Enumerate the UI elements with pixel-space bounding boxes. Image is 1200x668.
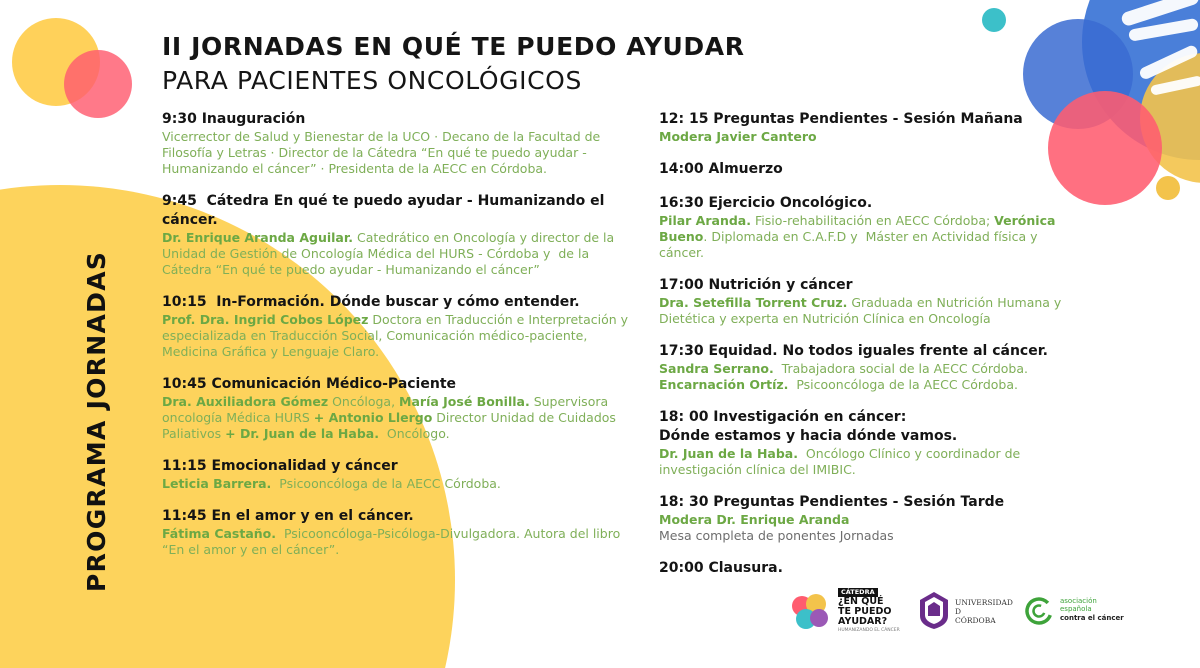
schedule-session <box>162 457 634 492</box>
speaker-name: Leticia Barrera. <box>162 476 272 491</box>
speaker-name: Dra. Setefilla Torrent Cruz. <box>659 295 848 310</box>
schedule-session <box>162 375 634 442</box>
session-time-title: 10:45 Comunicación Médico-Paciente <box>162 376 457 392</box>
catedra-line-3: AYUDAR? <box>838 616 888 627</box>
catedra-tag: CÁTEDRA <box>838 588 878 597</box>
schedule-session <box>162 507 634 558</box>
session-time-title: 9:45 Cátedra En qué te puedo ayudar - Humanizando el cáncer. <box>162 193 610 228</box>
session-description <box>659 213 1079 261</box>
speaker-description: Oncólogo. <box>378 426 450 441</box>
speaker-description: Graduada en Nutrición Humana y Dietética y experta en Nutrición Clínica en Oncología <box>659 295 1066 326</box>
catedra-subtitle: HUMANIZANDO EL CÁNCER <box>838 628 900 633</box>
schedule-session <box>659 559 1079 578</box>
speaker-name: Fátima Castaño. <box>162 526 277 541</box>
session-description <box>162 526 634 558</box>
session-description <box>162 312 634 360</box>
session-time-title: 10:15 In-Formación. Dónde buscar y cómo entender. <box>162 294 580 310</box>
session-time-title: 17:30 Equidad. No todos iguales frente al cáncer. <box>659 343 1048 359</box>
uco-line-1: UNIVERSIDAD <box>955 598 1013 607</box>
speaker-description: Doctora en Traducción e Interpretación y especializada en Traducción Social, Comunicación médico-paciente, Medicina Gráfica y Lenguaje Claro. <box>162 312 633 359</box>
session-time-title: 11:45 En el amor y en el cáncer. <box>162 508 414 524</box>
schedule-session <box>659 110 1079 145</box>
speaker-description: Psicooncóloga de la AECC Córdoba. <box>788 377 1018 392</box>
session-description <box>659 446 1079 478</box>
speaker-description: Catedrático en Oncología y director de la Unidad de Gestión de Oncología Médica del HURS - Córdoba y de la Cátedra “En qué te puedo ayudar - Humanizando el cáncer” <box>162 230 619 277</box>
aecc-line-3: contra el cáncer <box>1060 614 1124 622</box>
session-time-title: 18: 00 Investigación en cáncer: Dónde estamos y hacia dónde vamos. <box>659 409 958 444</box>
speaker-name: Prof. Dra. Ingrid Cobos López <box>162 312 369 327</box>
speaker-name: + Dr. Juan de la Haba. <box>225 426 379 441</box>
catedra-line-1: ¿EN QUÉ <box>838 596 884 607</box>
uco-line-3: CÓRDOBA <box>955 616 996 625</box>
schedule-session <box>659 342 1079 393</box>
speaker-name: Sandra Serrano. <box>659 361 774 376</box>
schedule-session <box>659 194 1079 261</box>
session-description <box>659 129 1079 145</box>
schedule-session <box>162 293 634 360</box>
speaker-name: Encarnación Ortíz. <box>659 377 789 392</box>
speaker-name: Verónica Bueno <box>659 213 1060 244</box>
speaker-description: Psicooncóloga-Psicóloga-Divulgadora. Autora del libro “En el amor y en el cáncer”. <box>162 526 625 557</box>
speaker-description: Fisio-rehabilitación en AECC Córdoba; <box>751 213 995 228</box>
schedule-right-column <box>659 110 1079 593</box>
aecc-line-2: española <box>1060 605 1092 613</box>
session-note: Mesa completa de ponentes Jornadas <box>659 528 894 543</box>
speaker-description: Psicooncóloga de la AECC Córdoba. <box>271 476 501 491</box>
schedule-session <box>162 110 634 177</box>
speaker-name: + Antonio Llergo <box>313 410 433 425</box>
universidad-cordoba-logo <box>918 590 1013 634</box>
session-description <box>162 476 634 492</box>
uco-line-2: D <box>955 607 962 616</box>
catedra-brain-icon <box>790 592 832 632</box>
speaker-description: Supervisora oncología Médica HURS <box>162 394 613 425</box>
session-time-title: 14:00 Almuerzo <box>659 161 783 177</box>
schedule-session <box>659 408 1079 478</box>
speaker-description: Director Unidad de Cuidados Paliativos <box>162 410 620 441</box>
speaker-description: Oncólogo Clínico y coordinador de investigación clínica del IMIBIC. <box>659 446 1025 477</box>
university-crest-icon <box>918 590 950 630</box>
catedra-line-2: TE PUEDO <box>838 606 892 617</box>
session-time-title: 12: 15 Preguntas Pendientes - Sesión Mañana <box>659 111 1023 127</box>
schedule-left-column <box>162 110 634 573</box>
session-description <box>162 394 634 442</box>
speaker-description: Vicerrector de Salud y Bienestar de la UCO · Decano de la Facultad de Filosofía y Letras · Director de la Cátedra “En qué te puedo ayudar - Humanizando el cáncer” · Presidenta de la AECC en Córdoba. <box>162 129 605 176</box>
main-title: II JORNADAS EN QUÉ TE PUEDO AYUDAR <box>162 32 745 61</box>
session-description <box>659 295 1079 327</box>
session-description <box>659 512 1079 544</box>
speaker-name: Dra. Auxiliadora Gómez <box>162 394 329 409</box>
speaker-description: Oncóloga, <box>328 394 400 409</box>
session-description <box>162 129 634 177</box>
aecc-c-icon <box>1024 596 1054 626</box>
catedra-logo <box>788 586 903 636</box>
session-time-title: 18: 30 Preguntas Pendientes - Sesión Tarde <box>659 494 1005 510</box>
session-time-title: 16:30 Ejercicio Oncológico. <box>659 195 873 211</box>
speaker-name: Modera Dr. Enrique Aranda <box>659 512 850 527</box>
sponsor-logos <box>788 586 1133 636</box>
schedule-session <box>659 160 1079 179</box>
speaker-name: Modera Javier Cantero <box>659 129 817 144</box>
session-time-title: 20:00 Clausura. <box>659 560 783 576</box>
session-time-title: 11:15 Emocionalidad y cáncer <box>162 458 398 474</box>
speaker-name: Dr. Enrique Aranda Aguilar. <box>162 230 353 245</box>
session-time-title: 9:30 Inauguración <box>162 111 306 127</box>
speaker-name: Pilar Aranda. <box>659 213 751 228</box>
side-vertical-title: PROGRAMA JORNADAS <box>82 250 111 592</box>
coral-circle-decoration <box>64 50 132 118</box>
speaker-description: Trabajadora social de la AECC Córdoba. <box>781 361 1028 376</box>
session-time-title: 17:00 Nutrición y cáncer <box>659 277 853 293</box>
schedule-session <box>162 192 634 278</box>
schedule-session <box>659 493 1079 544</box>
session-description <box>162 230 634 278</box>
schedule-session <box>659 276 1079 327</box>
speaker-name: Dr. Juan de la Haba. <box>659 446 798 461</box>
aecc-line-1: asociación <box>1060 597 1097 605</box>
speaker-name: María José Bonilla. <box>399 394 530 409</box>
speaker-description: . Diplomada en C.A.F.D y Máster en Actividad física y cáncer. <box>659 229 1042 260</box>
session-description <box>659 361 1079 393</box>
aecc-logo <box>1024 594 1132 632</box>
main-subtitle: PARA PACIENTES ONCOLÓGICOS <box>162 66 582 95</box>
